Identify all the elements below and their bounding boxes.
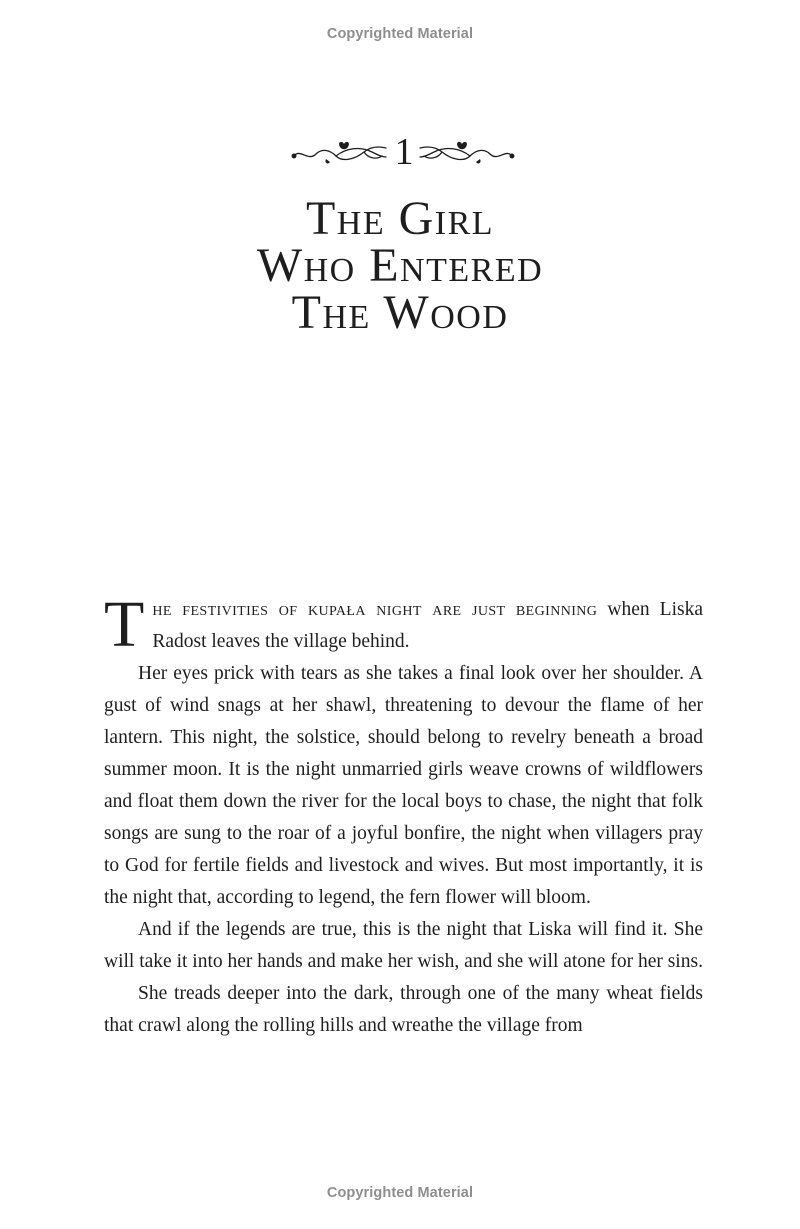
chapter-body <box>104 588 704 1042</box>
body-paragraph: Her eyes prick with tears as she takes a final look over her shoulder. A gust of wind snags at her shawl, threatening to devour the flame of her lantern. This night, the solstice, should belong to revelry beneath a broad summer moon. It is the night unmarried girls weave crowns of wildflowers and float them down the river for the local boys to chase, the night that folk songs are sung to the roar of a joyful bonfire, the night when villagers pray to God for fertile fields and livestock and wives. But most importantly, it is the night that, according to legend, the fern flower will bloom. <box>104 663 703 908</box>
chapter-number: 1 <box>394 131 414 173</box>
chapter-title <box>0 192 800 339</box>
chapter-title-line: Who Entered <box>256 239 544 292</box>
scroll-flourish-icon <box>290 138 390 168</box>
copyright-watermark-bottom: Copyrighted Material <box>326 1185 474 1201</box>
chapter-title-line: The Wood <box>291 286 509 339</box>
drop-cap: T <box>104 588 145 661</box>
copyright-watermark-top: Copyrighted Material <box>326 26 474 42</box>
chapter-heading <box>0 128 800 176</box>
scroll-flourish-icon <box>416 138 516 168</box>
body-paragraph: She treads deeper into the dark, through one of the many wheat fields that crawl along the rolling hills and wreathe the village from <box>104 983 703 1036</box>
opening-paragraph <box>104 588 704 661</box>
opening-smallcaps: he festivities of kupała night are just beginning <box>152 599 598 620</box>
opening-text: when Liska Radost leaves the village behind. <box>152 599 704 652</box>
body-paragraph: And if the legends are true, this is the night that Liska will find it. She will take it into her hands and make her wish, and she will atone for her sins. <box>104 919 703 972</box>
chapter-title-line: The Girl <box>305 192 495 245</box>
